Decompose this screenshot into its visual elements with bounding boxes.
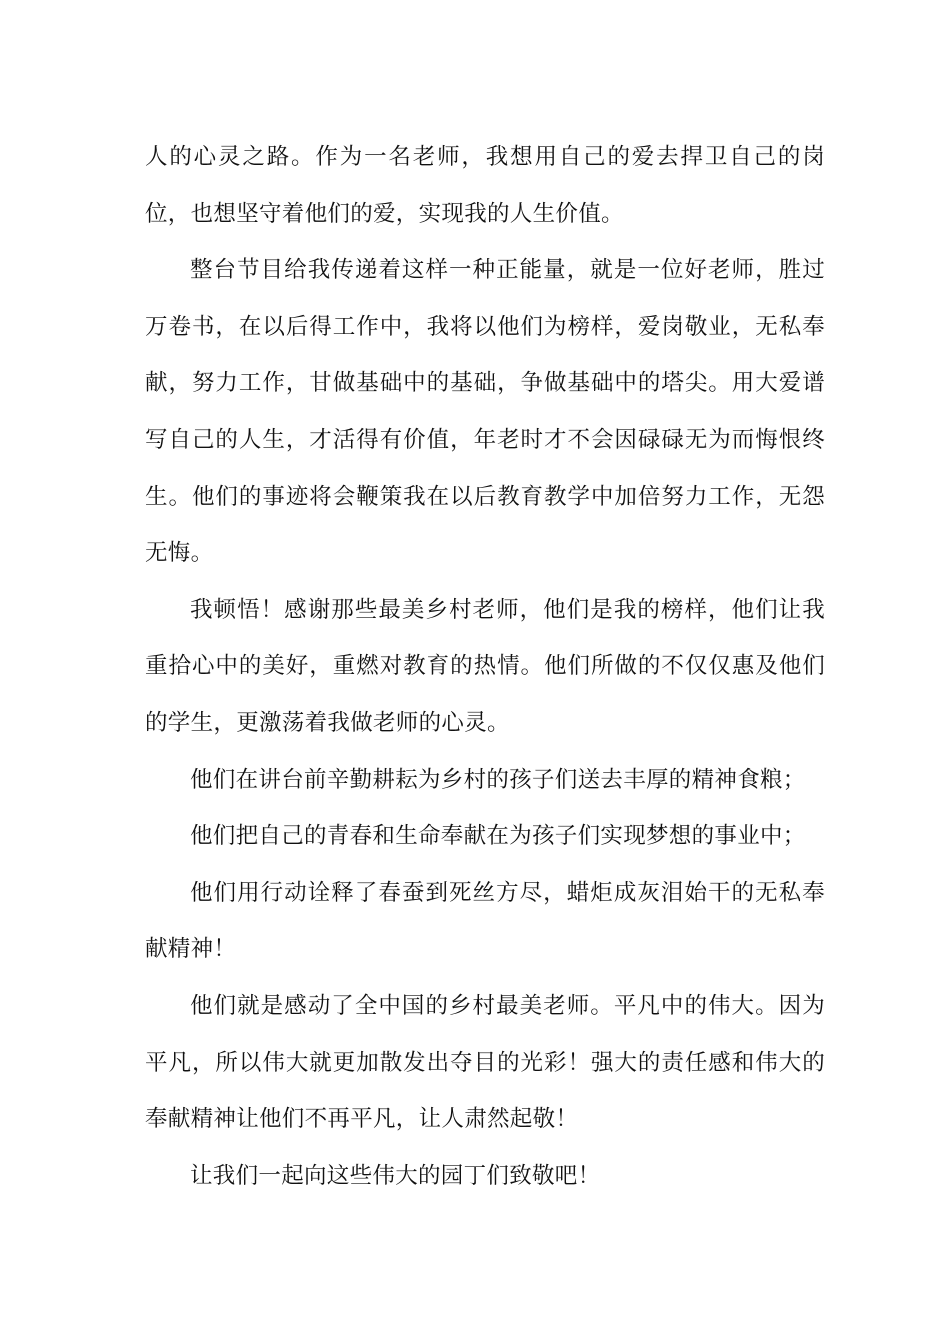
paragraph-6: 他们用行动诠释了春蚕到死丝方尽，蜡炬成灰泪始干的无私奉献精神！ xyxy=(145,879,825,963)
paragraph-4: 他们在讲台前辛勤耕耘为乡村的孩子们送去丰厚的精神食粮； xyxy=(190,766,806,793)
paragraph-1: 人的心灵之路。作为一名老师，我想用自己的爱去捍卫自己的岗位，也想坚守着他们的爱，实现我的人生价值。 xyxy=(145,144,825,227)
paragraph-8: 让我们一起向这些伟大的园丁们致敬吧！ xyxy=(190,1162,601,1189)
paragraph-5: 他们把自己的青春和生命奉献在为孩子们实现梦想的事业中； xyxy=(190,823,806,850)
document-body xyxy=(145,129,825,1204)
paragraph-7: 他们就是感动了全中国的乡村最美老师。平凡中的伟大。因为平凡，所以伟大就更加散发出夺目的光彩！强大的责任感和伟大的奉献精神让他们不再平凡，让人肃然起敬！ xyxy=(145,992,825,1133)
paragraph-2: 整台节目给我传递着这样一种正能量，就是一位好老师，胜过万卷书，在以后得工作中，我将以他们为榜样，爱岗敬业，无私奉献，努力工作，甘做基础中的基础，争做基础中的塔尖。用大爱谱写自己的人生，才活得有价值，年老时才不会因碌碌无为而悔恨终生。他们的事迹将会鞭策我在以后教育教学中加倍努力工作，无怨无悔。 xyxy=(145,257,825,567)
paragraph-3: 我顿悟！感谢那些最美乡村老师，他们是我的榜样，他们让我重拾心中的美好，重燃对教育的热情。他们所做的不仅仅惠及他们的学生，更激荡着我做老师的心灵。 xyxy=(145,596,825,736)
